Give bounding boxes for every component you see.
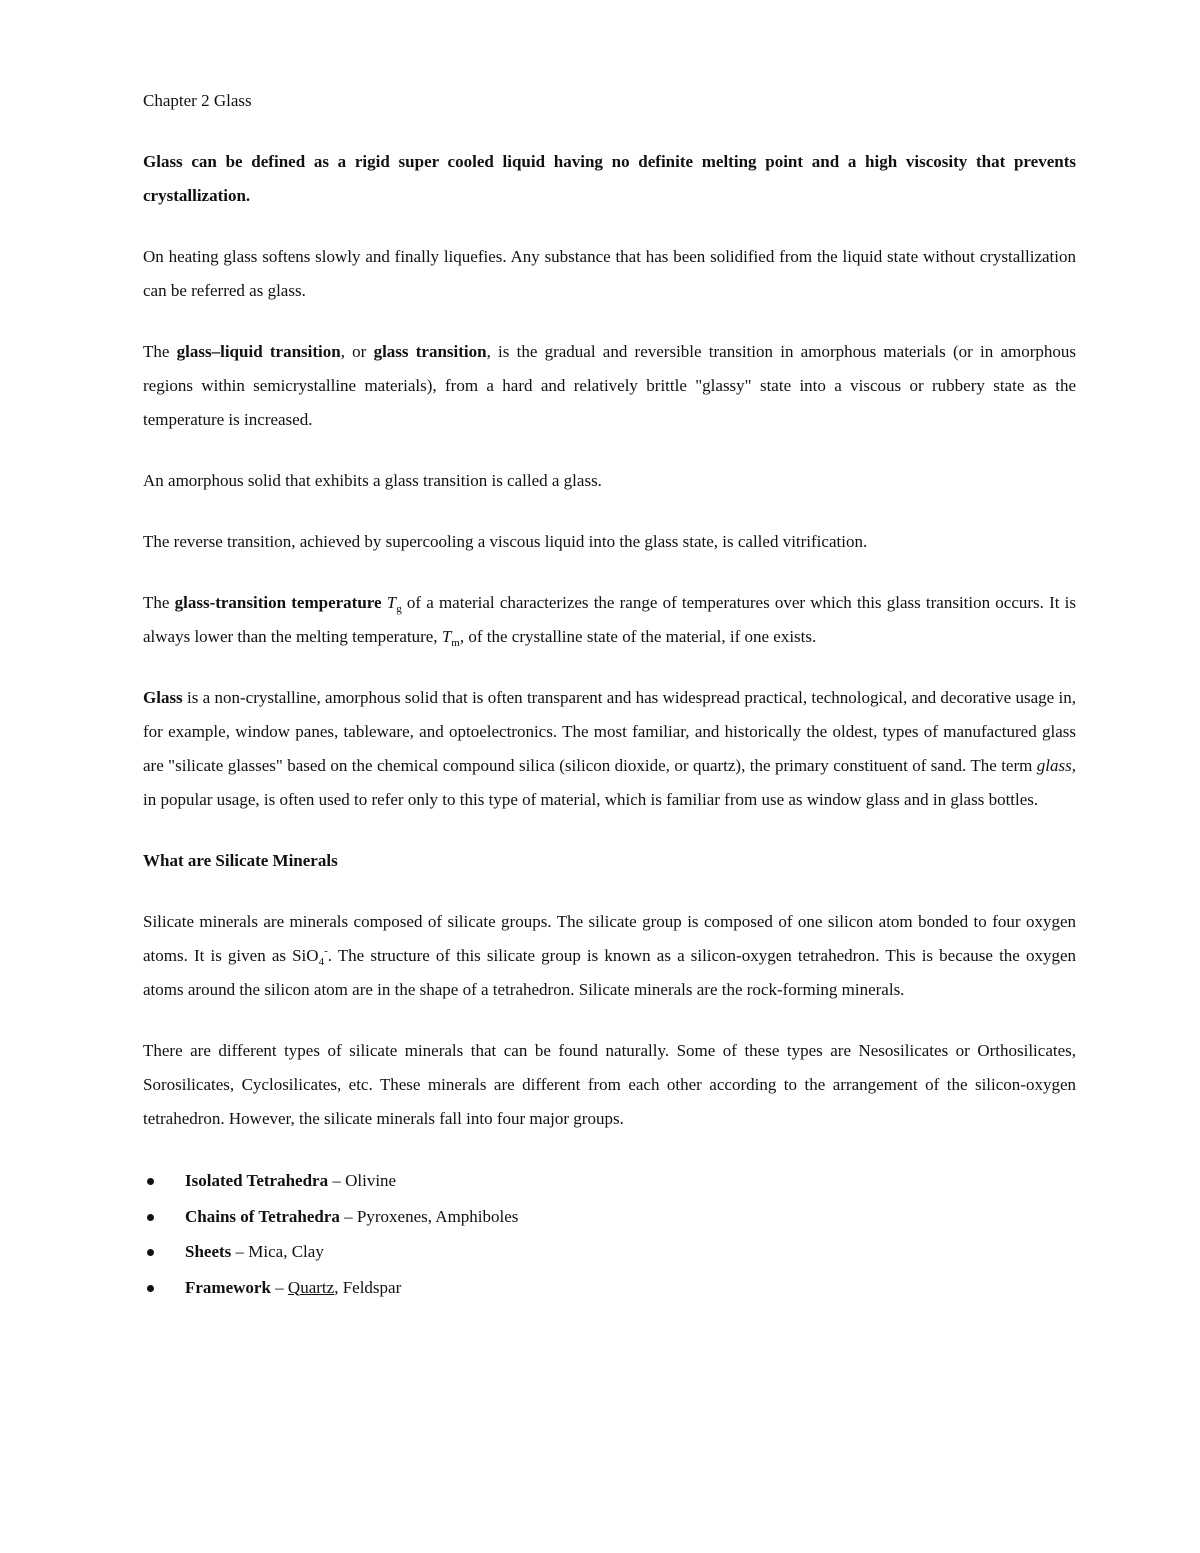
paragraph-transition-temperature: The glass-transition temperature $T_g$ of a material characterizes the range of temperatures over which this glass transition occurs. It is always lower than the melting temperature, $T_m$, of the crystalline state of the material, if one exists. (143, 593, 1076, 649)
symbol-tg: T (386, 593, 397, 612)
silicate-groups-list (143, 1163, 1076, 1305)
term-glass: Glass (143, 688, 183, 707)
term-glass-liquid-transition: glass–liquid transition (176, 342, 341, 361)
list-item: Sheets – Mica, Clay (143, 1234, 1076, 1270)
term-glass-transition-temperature: glass-transition temperature (174, 593, 382, 612)
paragraph-heating: On heating glass softens slowly and finally liquefies. Any substance that has been solidified from the liquid state without crystallization can be referred as glass. (143, 247, 1076, 300)
paragraph-glass-transition: The glass–liquid transition, or glass transition, is the gradual and reversible transition in amorphous materials (or in amorphous regions within semicrystalline materials), from a hard and relatively brittle "glassy" state into a viscous or rubbery state as the temperature is increased. (143, 342, 1076, 429)
paragraph-glass-description: Glass is a non-crystalline, amorphous solid that is often transparent and has widespread practical, technological, and decorative usage in, for example, window panes, tableware, and optoelectronics. The most familiar, and historically the oldest, types of manufactured glass are "silicate glasses" based on the chemical compound silica (silicon dioxide, or quartz), the primary constituent of sand. The term glass, in popular usage, is often used to refer only to this type of material, which is familiar from use as window glass and in glass bottles. (143, 688, 1076, 809)
list-item: Framework – Quartz, Feldspar (143, 1270, 1076, 1306)
paragraph-amorphous-solid: An amorphous solid that exhibits a glass transition is called a glass. (143, 471, 602, 490)
term-glass-transition: glass transition (373, 342, 487, 361)
heading-silicate-minerals: What are Silicate Minerals (143, 851, 338, 870)
paragraph-silicate-types: There are different types of silicate minerals that can be found naturally. Some of these types are Nesosilicates or Orthosilicates, Sorosilicates, Cyclosilicates, etc. These minerals are different from each other according to the arrangement of the silicon-oxygen tetrahedron. However, the silicate minerals fall into four major groups. (143, 1041, 1076, 1128)
symbol-tm: T (441, 627, 452, 646)
chapter-title: Chapter 2 Glass (143, 91, 252, 110)
quartz-link[interactable]: Quartz (287, 1277, 335, 1297)
list-item: Chains of Tetrahedra – Pyroxenes, Amphiboles (143, 1199, 1076, 1235)
list-item: Isolated Tetrahedra – Olivine (143, 1163, 1076, 1199)
paragraph-silicate-minerals: Silicate minerals are minerals composed of silicate groups. The silicate group is composed of one silicon atom bonded to four oxygen atoms. It is given as SiO$_4$-. The structure of this silicate group is known as a silicon-oxygen tetrahedron. This is because the oxygen atoms around the silicon atom are in the shape of a tetrahedron. Silicate minerals are the rock-forming minerals. (143, 912, 1076, 999)
paragraph-reverse-transition: The reverse transition, achieved by supercooling a viscous liquid into the glass state, is called vitrification. (143, 532, 868, 551)
glass-definition: Glass can be defined as a rigid super cooled liquid having no definite melting point and a high viscosity that prevents crystallization. (143, 152, 1076, 205)
document-page (143, 84, 1076, 1305)
